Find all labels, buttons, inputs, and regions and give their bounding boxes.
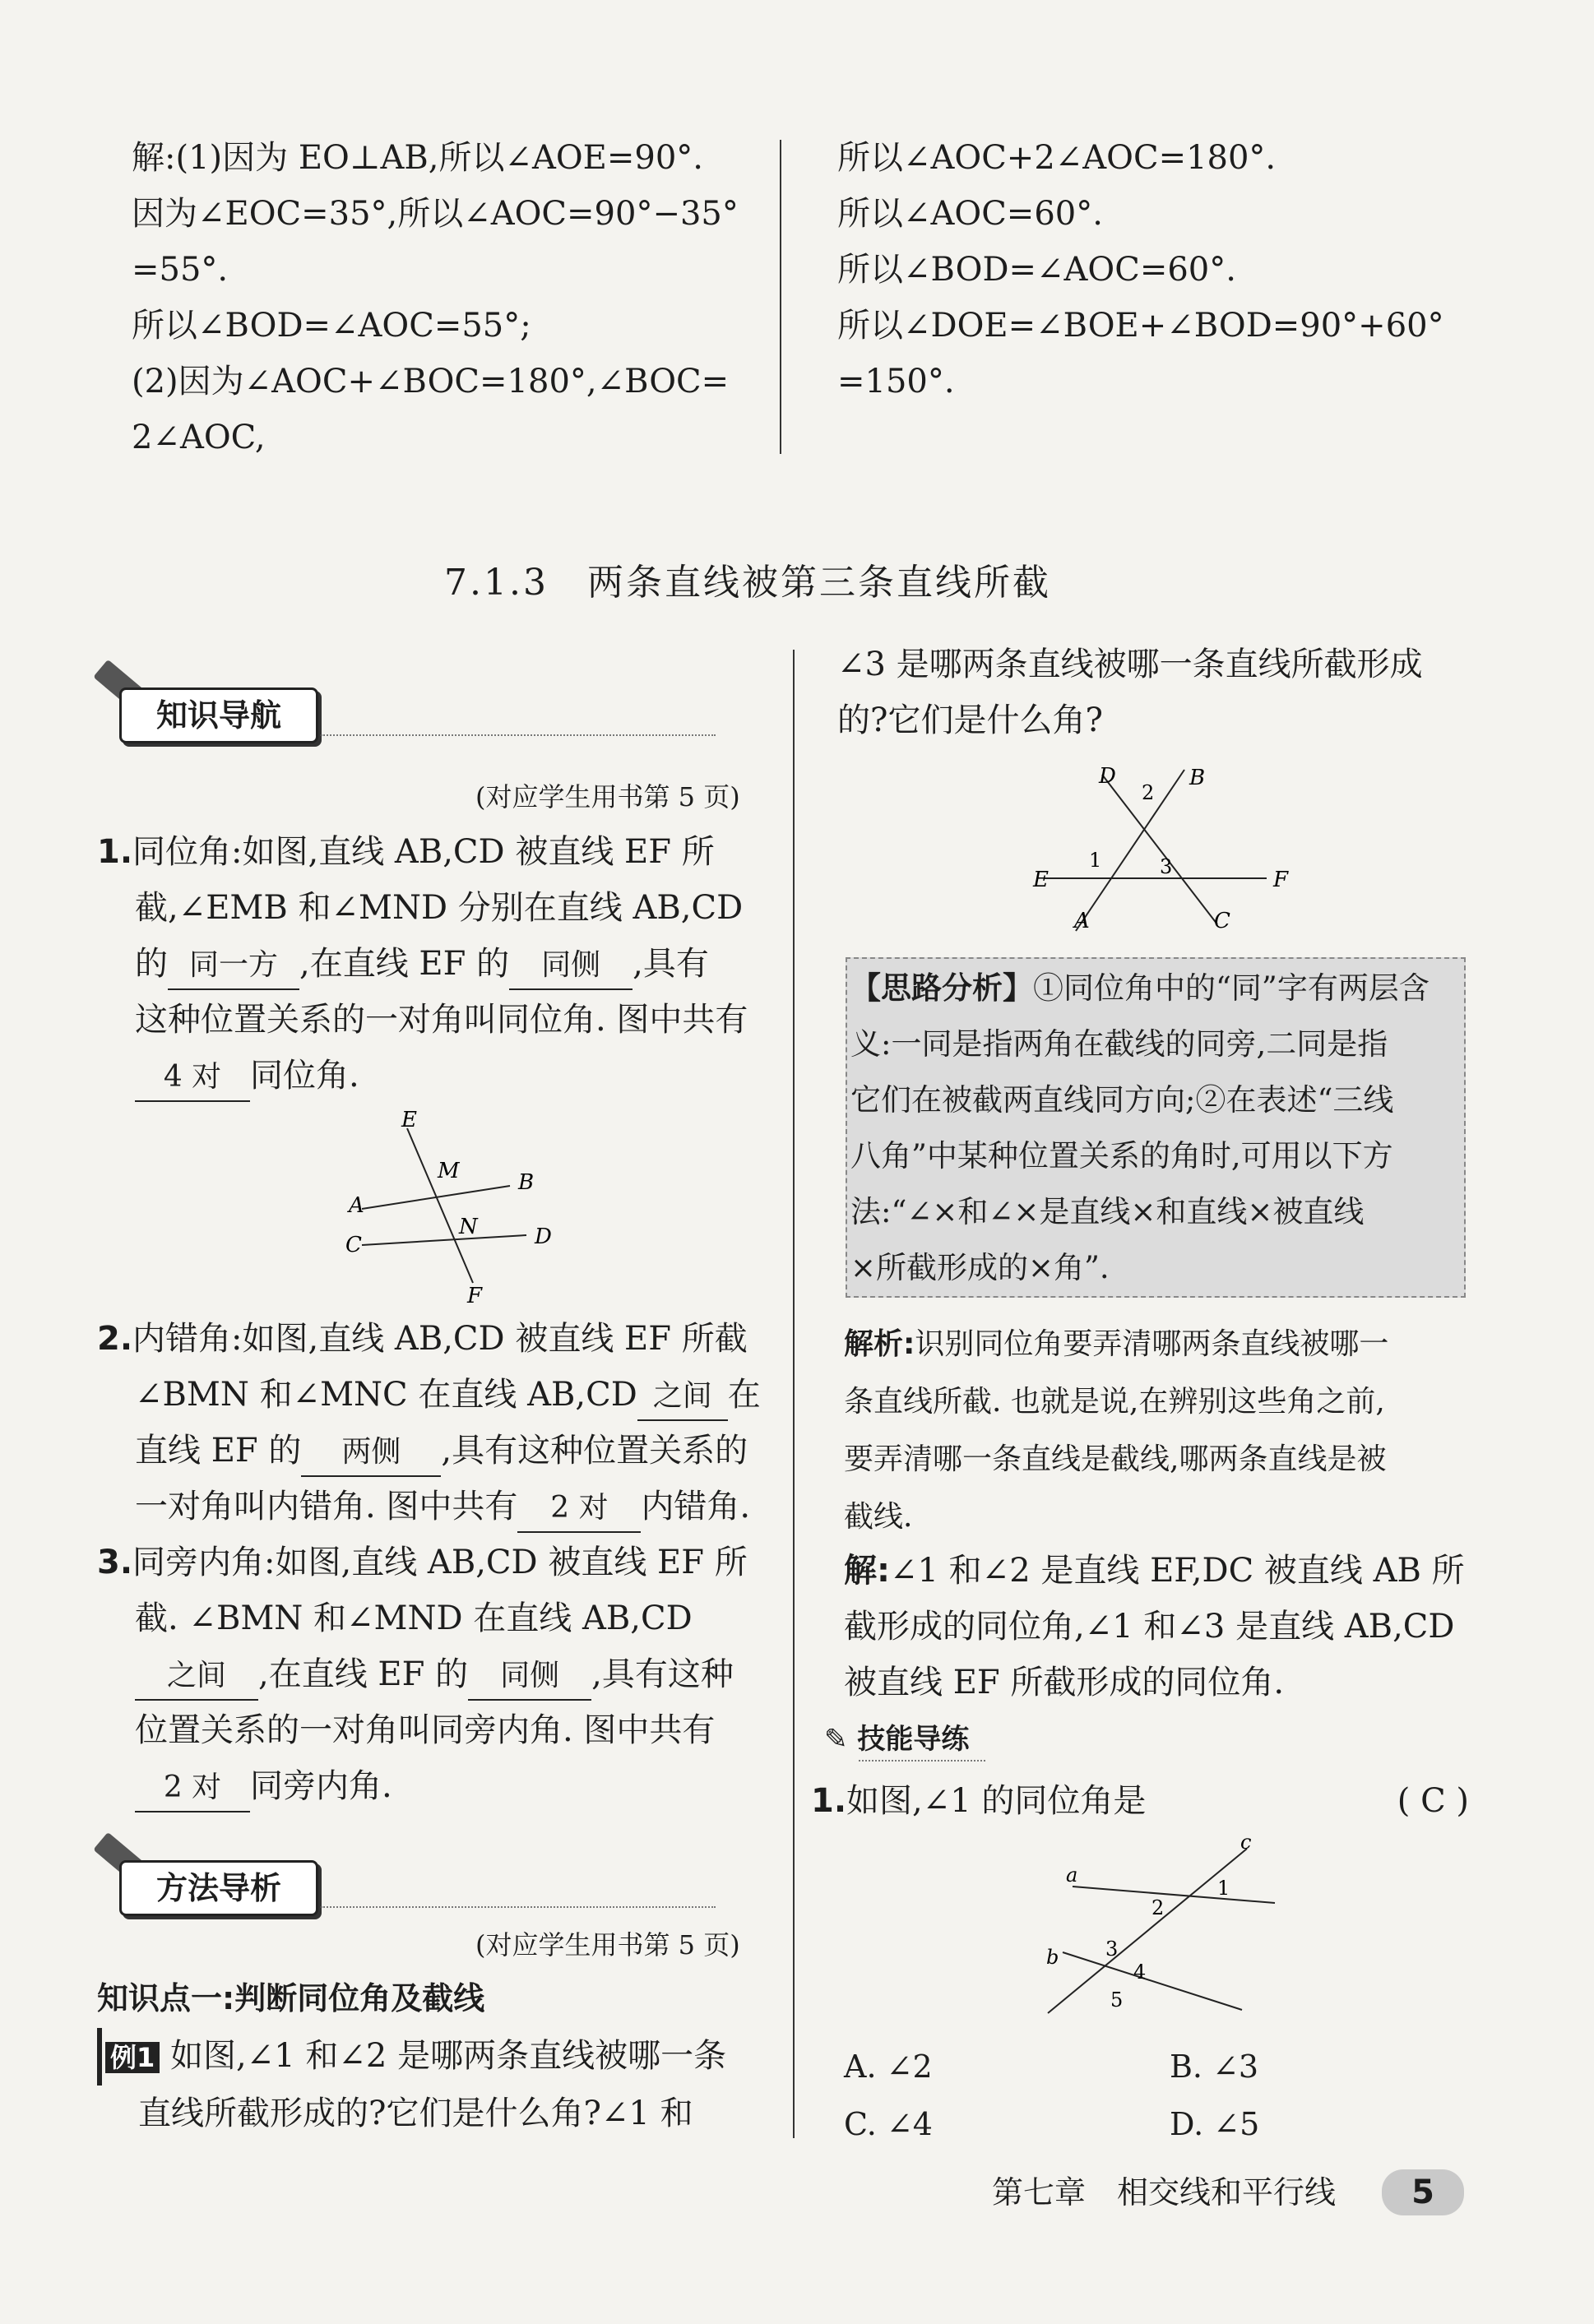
fig-label: 2 [1142,781,1155,804]
fig-label: A [349,1193,364,1218]
fig-label: 3 [1105,1937,1119,1961]
fig-label: 1 [1217,1877,1230,1900]
example-continued [837,637,1423,748]
fig-label: c [1240,1832,1252,1854]
solution-line: (2)因为∠AOC+∠BOC=180°,∠BOC= [132,363,730,400]
page-number: 5 [1382,2169,1464,2215]
figure-question [1036,1832,1300,2026]
jie-block [844,1543,1465,1711]
fig-label: C [345,1233,362,1257]
text: 位置关系的一对角叫同旁内角. 图中共有 [135,1711,716,1749]
text: 这种位置关系的一对角叫同位角. 图中共有 [135,1001,748,1039]
knowledge-item-1 [97,824,748,1104]
divider [321,1906,716,1908]
section-title: 7.1.3 两条直线被第三条直线所截 [444,562,1051,604]
fig-label: 1 [1089,849,1102,872]
jiexi-block [844,1316,1388,1546]
text: 在 [727,1376,761,1414]
solution-line: 所以∠DOE=∠BOE+∠BOD=90°+60° [837,307,1444,345]
knowledge-item-2 [97,1311,761,1535]
solution-line: 2∠AOC, [132,419,266,456]
fig-label: A [1074,909,1090,933]
example-1 [97,2028,726,2141]
fill-blank: 2 对 [135,1765,250,1812]
text: 识别同位角要弄清哪两条直线被哪一 [915,1327,1389,1361]
jie-label: 解: [844,1552,890,1590]
ref-note: (对应学生用书第 5 页) [475,781,740,812]
text: 截. ∠BMN 和∠MND 在直线 AB,CD [135,1599,693,1637]
text: 截线. [844,1500,913,1534]
figure-parallel-lines [329,1102,559,1308]
text: 它们在被截两直线同方向;②在表述“三线 [850,1082,1394,1118]
text: 条直线所截. 也就是说,在辨别这些角之前, [844,1385,1385,1419]
text: 义:一同是指两角在截线的同旁,二同是指 [850,1026,1388,1062]
fig-label: M [438,1159,460,1183]
text: ,具有这种 [591,1655,734,1693]
analysis-head: 【思路分析】 [850,970,1033,1006]
text: 截形成的同位角,∠1 和∠3 是直线 AB,CD [844,1608,1455,1646]
knowledge-item-3 [97,1535,748,1814]
solution-line: 解:(1)因为 EO⊥AB,所以∠AOE=90°. [132,139,703,177]
fill-blank: 4 对 [135,1054,250,1102]
solution-line: 所以∠BOD=∠AOC=55°; [132,307,531,345]
text: 要弄清哪一条直线是截线,哪两条直线是被 [844,1442,1387,1476]
fig-label: N [459,1215,478,1239]
fig-label: 5 [1110,1988,1124,2012]
fill-blank: 之间 [135,1653,258,1701]
fill-blank: 2 对 [517,1485,641,1533]
footer-chapter: 第七章 相交线和平行线 [992,2174,1337,2211]
text: 如图,∠1 和∠2 是哪两条直线被哪一条 [170,2037,727,2075]
edit-icon: ✎ [824,1723,848,1756]
option-a[interactable]: A. ∠2 [844,2049,933,2085]
text: 截,∠EMB 和∠MND 分别在直线 AB,CD [135,889,744,927]
text: 的?它们是什么角? [837,701,1103,739]
text: 直线所截形成的?它们是什么角?∠1 和 [138,2095,693,2132]
fig-label: F [1273,868,1289,892]
fig-label: E [401,1108,417,1132]
text: 被直线 EF 所截形成的同位角. [844,1664,1285,1701]
text: 内错角:如图,直线 AB,CD 被直线 EF 所截 [132,1320,748,1358]
ref-note: (对应学生用书第 5 页) [475,1929,740,1961]
fig-label: 4 [1133,1961,1147,1984]
text: 法:“∠×和∠×是直线×和直线×被直线 [850,1194,1365,1229]
text: 一对角叫内错角. 图中共有 [135,1488,518,1525]
skill-heading [824,1719,969,1760]
text: 的 [135,945,168,983]
fig-label: D [535,1224,552,1249]
figure-example [1020,758,1300,939]
fig-label: B [1189,766,1206,790]
column-divider [780,140,781,454]
text: ①同位角中的“同”字有两层含 [1033,970,1430,1006]
text: ,在直线 EF 的 [299,945,510,983]
jiexi-label: 解析: [844,1327,915,1361]
solution-line: 所以∠AOC=60°. [837,195,1103,233]
fig-label: E [1033,868,1049,892]
text: 直线 EF 的 [135,1432,302,1470]
fig-label: 2 [1151,1896,1165,1919]
question-1 [811,1773,1469,1829]
fig-label: C [1214,909,1230,933]
solution-line: 所以∠AOC+2∠AOC=180°. [837,139,1277,177]
skill-title: 技能导练 [857,1723,970,1756]
text: ∠1 和∠2 是直线 EF,DC 被直线 AB 所 [890,1552,1465,1590]
point-title: 知识点一:判断同位角及截线 [97,1980,485,2016]
fill-blank: 同侧 [509,942,633,990]
text: ∠3 是哪两条直线被哪一条直线所截形成 [837,646,1423,683]
fill-blank: 之间 [637,1373,728,1421]
text: 内错角. [641,1488,751,1525]
top-solution-right [837,130,1444,410]
fig-label: D [1099,764,1116,789]
fig-label: a [1066,1863,1078,1887]
top-solution-left [132,130,739,465]
fig-label: b [1046,1946,1059,1969]
options [844,2038,1453,2153]
knowledge-tag: 知识导航 [119,687,318,743]
solution-line: =150°. [837,363,955,400]
text: 同旁内角:如图,直线 AB,CD 被直线 EF 所 [132,1544,748,1581]
item-number: 1. [97,833,133,871]
divider [321,734,716,736]
example-tag: 例1 [97,2028,160,2086]
text: 同位角:如图,直线 AB,CD 被直线 EF 所 [132,833,715,871]
item-number: 1. [811,1782,847,1820]
fig-label: B [518,1170,535,1195]
text: ,在直线 EF 的 [258,1655,469,1693]
answer: ( C ) [1397,1782,1469,1820]
item-number: 3. [97,1544,133,1581]
text: ,具有 [633,945,709,983]
solution-line: 因为∠EOC=35°,所以∠AOC=90°−35° [132,195,739,233]
text: 同旁内角. [250,1767,392,1805]
analysis-text [850,961,1430,1296]
column-divider [793,650,795,2138]
text: ∠BMN 和∠MNC 在直线 AB,CD [135,1376,637,1414]
solution-line: =55°. [132,251,229,289]
text: ,具有这种位置关系的 [441,1432,748,1470]
text: 同位角. [250,1057,359,1095]
fig-label: F [467,1284,483,1308]
fill-blank: 两侧 [301,1429,441,1477]
item-number: 2. [97,1320,133,1358]
divider [859,1760,985,1762]
fill-blank: 同侧 [468,1653,591,1701]
option-b[interactable]: B. ∠3 [1170,2049,1259,2085]
text: 如图,∠1 的同位角是 [846,1782,1147,1820]
fig-label: 3 [1160,855,1173,878]
method-tag: 方法导析 [119,1860,318,1916]
option-c[interactable]: C. ∠4 [844,2106,933,2142]
text: ×所截形成的×角”. [850,1250,1110,1285]
option-d[interactable]: D. ∠5 [1170,2106,1260,2142]
fill-blank: 同一方 [168,942,299,990]
solution-line: 所以∠BOD=∠AOC=60°. [837,251,1236,289]
text: 八角”中某种位置关系的角时,可用以下方 [850,1138,1393,1174]
